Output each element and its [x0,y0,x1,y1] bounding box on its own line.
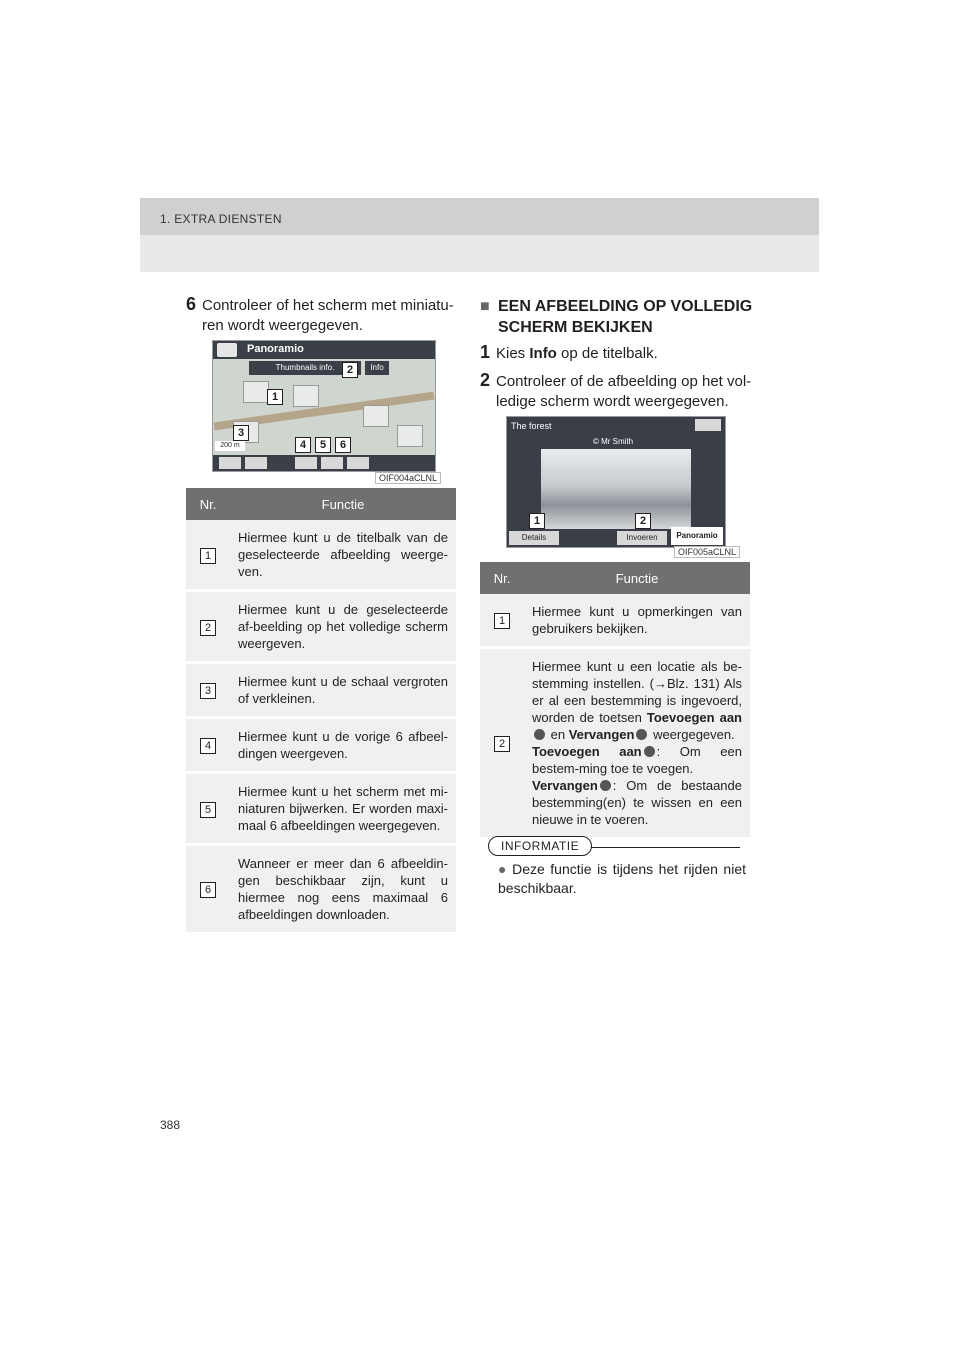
step-text: Kies Info op de titelbalk. [496,345,658,362]
callout-4: 4 [295,437,311,453]
home-icon [217,343,237,357]
photo-author: © Mr Smith [593,437,634,446]
row-number: 5 [200,802,216,818]
step-2 [480,372,762,412]
callout-1: 1 [267,389,283,405]
zoom-in-icon [219,457,241,469]
row-description: Hiermee kunt u de titelbalk van de geselecteerde afbeelding weerge-ven. [230,520,456,591]
callout-5: 5 [315,437,331,453]
table-row [186,591,456,663]
row-description: Hiermee kunt u het scherm met mi-niaturen bijwerken. Er worden maxi-maal 6 afbeeldingen weergegeven. [230,773,456,845]
row-number: 3 [200,683,216,699]
section-heading [480,296,760,338]
fullscreen-screenshot [506,416,726,548]
image-code: OIF004aCLNL [375,472,441,484]
panoramio-logo: Panoramio [671,527,723,545]
left-function-table [186,488,456,935]
right-function-table [480,562,750,840]
thumbnails-info-bar: Thumbnails info. [249,361,361,375]
row-description: Wanneer er meer dan 6 afbeeldin-gen beschikbaar zijn, kunt u hiermee nog eens maximaal 6 afbeeldingen downloaden. [230,845,456,934]
row-number: 2 [494,736,510,752]
step-number: 2 [480,370,491,390]
step-text: Controleer of de afbeelding op het vol-ledige scherm wordt weergegeven. [496,373,752,410]
table-row [186,520,456,591]
row-description: Hiermee kunt u de vorige 6 afbeel-dingen weergeven. [230,718,456,773]
invoeren-button: Invoeren [617,531,667,545]
row-number: 6 [200,882,216,898]
callout-2: 2 [635,513,651,529]
row-number: 1 [494,613,510,629]
thumbnail-screenshot [212,340,436,472]
bullet-icon: ● [498,861,509,877]
row-number: 4 [200,738,216,754]
table-row [186,773,456,845]
zoom-out-icon [245,457,267,469]
toevoegen-icon [534,729,545,740]
info-text: Deze functie is tijdens het rijden niet beschikbaar. [498,861,746,896]
step-1 [480,344,760,364]
col-functie: Functie [230,488,456,520]
table-row [480,594,750,648]
vervangen-icon [636,729,647,740]
section-title: EEN AFBEELDING OP VOLLEDIG SCHERM BEKIJKEN [498,298,753,336]
square-bullet-icon: ■ [480,298,490,315]
callout-2: 2 [342,362,358,378]
details-button: Details [509,531,559,545]
table-row [186,845,456,934]
photo-title: The forest [511,421,552,431]
info-bullet [498,860,746,898]
table-row [480,648,750,839]
callout-1: 1 [529,513,545,529]
step-text: Controleer of het scherm met miniatu-ren wordt weergegeven. [202,297,454,334]
next-icon [347,457,369,469]
info-button: Info [365,361,389,375]
prev-icon [295,457,317,469]
row-description: Hiermee kunt u de schaal vergroten of verkleinen. [230,663,456,718]
page-number: 388 [160,1118,181,1132]
callout-6: 6 [335,437,351,453]
image-code: OIF005aCLNL [674,546,740,558]
row-number: 1 [200,548,216,564]
toevoegen-icon [644,746,655,757]
row-description: Hiermee kunt u opmerkingen van gebruikers bekijken. [524,594,750,648]
col-functie: Functie [524,562,750,594]
step-number: 1 [480,342,491,362]
scale-indicator: 200 m [215,441,245,451]
step-6 [186,296,462,336]
table-row [186,663,456,718]
col-nr: Nr. [480,562,524,594]
row-description: Hiermee kunt u de geselecteerde af-beelding op het volledige scherm weergeven. [230,591,456,663]
info-label: INFORMATIE [488,836,592,856]
panoramio-title: Panoramio [247,343,304,355]
step-number: 6 [186,294,197,314]
vervangen-icon [600,780,611,791]
back-icon [695,419,721,431]
col-nr: Nr. [186,488,230,520]
callout-3: 3 [233,425,249,441]
table-row [186,718,456,773]
row-description: Hiermee kunt u een locatie als be-stemming instellen. (→Blz. 131) Als er al een bestemming is ingevoerd, worden de toetsen Toevoegen aan en Vervangen weergegeven. Toevoegen aan : Om een bestem-ming toe te voegen. Vervangen : Om de bestaande bestemming(en) te wissen en een nieuwe in te voeren. [524,648,750,839]
chapter-title: 1. EXTRA DIENSTEN [160,212,282,226]
row-number: 2 [200,620,216,636]
refresh-icon [321,457,343,469]
